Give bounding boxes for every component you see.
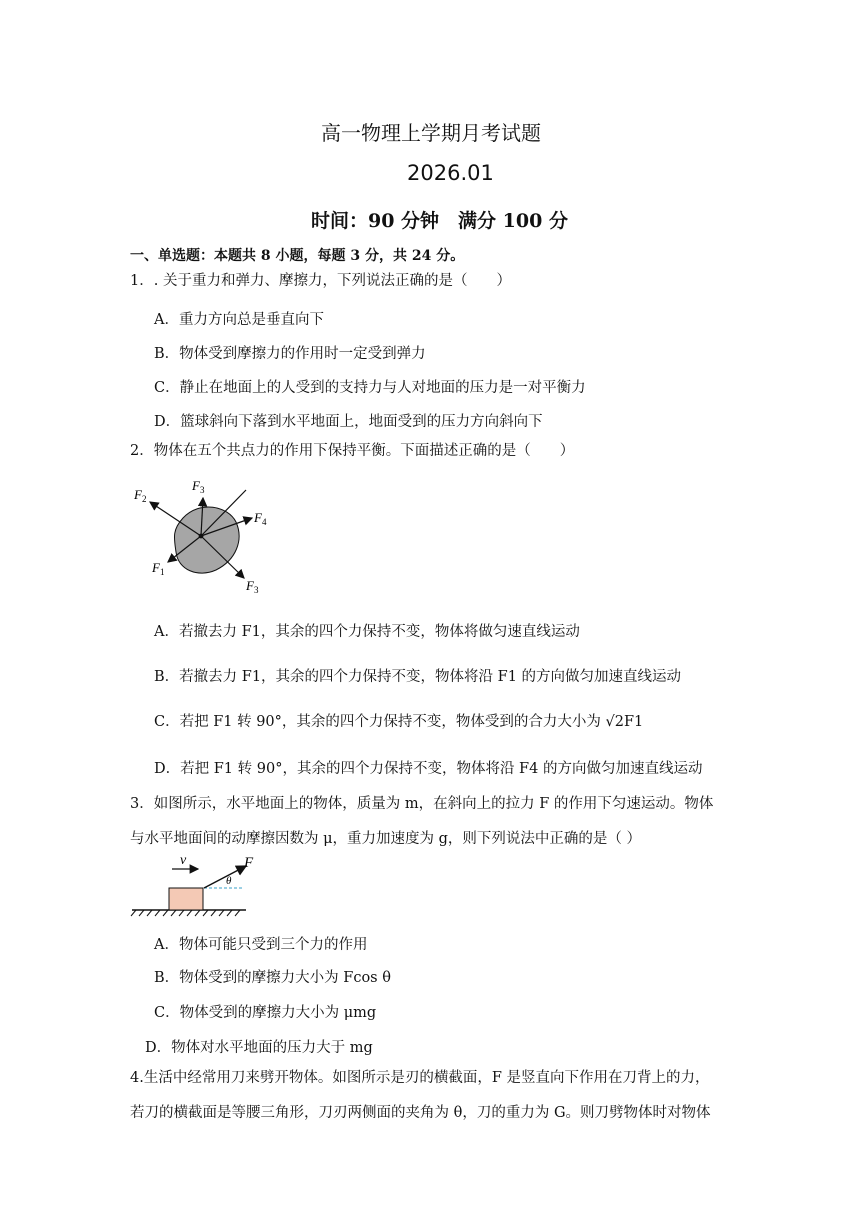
page-title: 高一物理上学期月考试题: [321, 121, 541, 145]
block-pull-figure: [128, 852, 254, 922]
question-2-option-d: D．若把 F1 转 90°，其余的四个力保持不变，物体将沿 F4 的方向做匀加速直线运动: [154, 761, 703, 777]
question-4-line2: 若刀的横截面是等腰三角形，刀刃两侧面的夹角为 θ，刀的重力为 G。则刀劈物体时对物体: [130, 1105, 711, 1121]
question-2-option-a: A．若撤去力 F1，其余的四个力保持不变，物体将做匀速直线运动: [154, 624, 580, 640]
question-4-line1: 4.生活中经常用刀来劈开物体。如图所示是刃的横截面，F 是竖直向下作用在刀背上的力，: [130, 1070, 710, 1086]
block: [169, 888, 203, 910]
label-f4: $F_4$: [254, 510, 267, 527]
question-1-option-c: C．静止在地面上的人受到的支持力与人对地面的压力是一对平衡力: [154, 380, 586, 396]
question-3-stem-line1: 3．如图所示，水平地面上的物体，质量为 m，在斜向上的拉力 F 的作用下匀速运动。物体: [130, 796, 714, 812]
label-f3-top: $F_3$: [192, 478, 205, 495]
label-F: F: [244, 855, 254, 871]
question-1-stem: 1．. 关于重力和弹力、摩擦力，下列说法正确的是（ ）: [130, 273, 511, 289]
five-forces-figure: [128, 470, 278, 600]
label-theta: θ: [226, 875, 232, 887]
question-3-stem-line2: 与水平地面间的动摩擦因数为 μ，重力加速度为 g，则下列说法中正确的是（ ）: [130, 831, 642, 847]
question-3-option-b: B．物体受到的摩擦力大小为 Fcos θ: [154, 970, 391, 986]
label-v: v: [180, 853, 187, 868]
question-2-option-b: B．若撤去力 F1，其余的四个力保持不变，物体将沿 F1 的方向做匀加速直线运动: [154, 669, 682, 685]
question-2-option-c: C．若把 F1 转 90°，其余的四个力保持不变，物体受到的合力大小为 √2F1: [154, 714, 644, 730]
question-2-stem: 2．物体在五个共点力的作用下保持平衡。下面描述正确的是（ ）: [130, 443, 575, 459]
label-f2: $F_2$: [134, 487, 147, 504]
question-3-option-d: D．物体对水平地面的压力大于 mg: [145, 1040, 373, 1056]
question-3-option-c: C．物体受到的摩擦力大小为 μmg: [154, 1005, 377, 1021]
question-1-option-a: A．重力方向总是垂直向下: [154, 312, 324, 328]
label-f3-bottom: $F_3$: [246, 578, 259, 595]
exam-time-score: 时间：90 分钟 满分 100 分: [311, 210, 568, 232]
question-1-option-b: B．物体受到摩擦力的作用时一定受到弹力: [154, 346, 426, 362]
exam-date: 2026.01: [407, 161, 494, 185]
question-1-option-d: D．篮球斜向下落到水平地面上，地面受到的压力方向斜向下: [154, 414, 543, 430]
section-heading: 一、单选题：本题共 8 小题，每题 3 分，共 24 分。: [130, 248, 465, 264]
question-3-option-a: A．物体可能只受到三个力的作用: [154, 937, 368, 953]
label-f1: $F_1$: [152, 560, 165, 577]
